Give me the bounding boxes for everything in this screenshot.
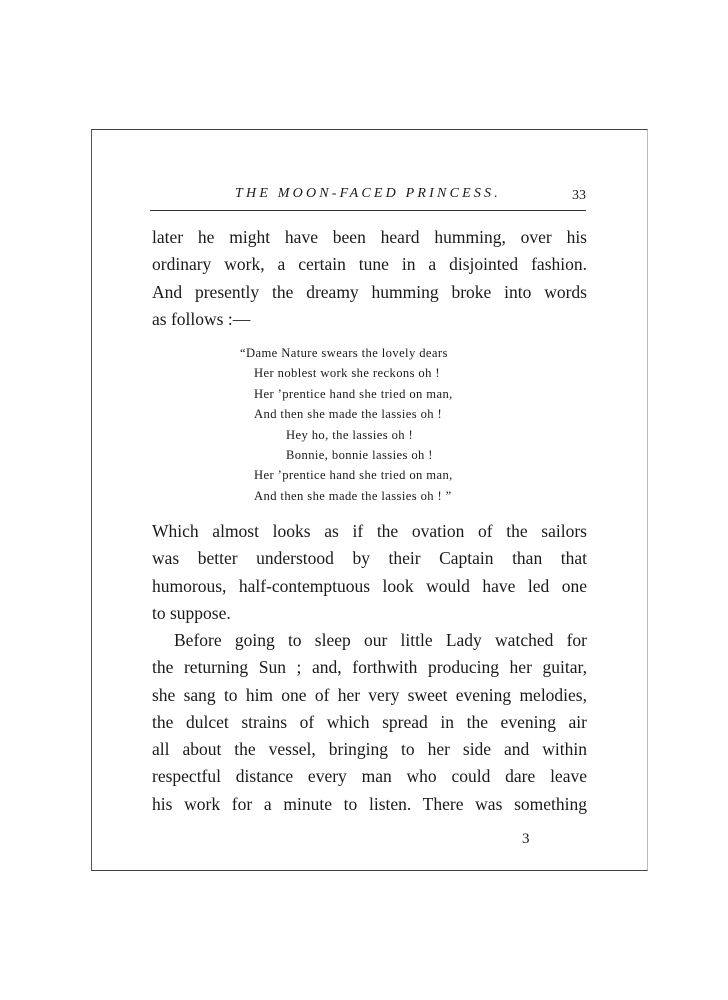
text-line: all about the vessel, bringing to her side and within	[152, 739, 587, 760]
text-line: to suppose.	[152, 602, 231, 623]
signature-mark: 3	[522, 831, 530, 847]
song-verse	[240, 343, 453, 506]
text-line: humorous, half-contemptuous look would have led one	[152, 575, 587, 596]
verse-line: Bonnie, bonnie lassies oh !	[286, 448, 433, 463]
paragraph-1	[152, 224, 587, 333]
text-line: Before going to sleep our little Lady watched for	[174, 630, 587, 650]
verse-line: Her ’prentice hand she tried on man,	[254, 386, 453, 401]
text-line: Which almost looks as if the ovation of the sailors	[152, 521, 587, 541]
text-line: the dulcet strains of which spread in the evening air	[152, 711, 587, 732]
verse-line: Her ’prentice hand she tried on man,	[254, 468, 453, 483]
text-line: his work for a minute to listen. There was something	[152, 793, 587, 814]
running-title: THE MOON-FACED PRINCESS.	[235, 186, 501, 201]
text-line: later he might have been heard humming, over his	[152, 227, 587, 247]
text-line: respectful distance every man who could dare leave	[152, 766, 587, 787]
page-number: 33	[572, 188, 586, 203]
paragraph-2	[152, 518, 587, 627]
verse-line: And then she made the lassies oh ! ”	[254, 488, 452, 503]
verse-line: “Dame Nature swears the lovely dears	[240, 346, 448, 360]
verse-line: Hey ho, the lassies oh !	[286, 427, 414, 442]
text-line: she sang to him one of her very sweet evening melodies,	[152, 684, 587, 705]
text-line: the returning Sun ; and, forthwith producing her guitar,	[152, 657, 587, 678]
text-line: And presently the dreamy humming broke into words	[152, 281, 587, 302]
verse-line: Her noblest work she reckons oh !	[254, 366, 440, 381]
text-line: as follows :—	[152, 308, 251, 329]
text-line: was better understood by their Captain than that	[152, 548, 587, 569]
verse-line: And then she made the lassies oh !	[254, 407, 443, 422]
paragraph-3	[152, 627, 587, 818]
running-head	[150, 183, 586, 205]
header-rule	[150, 210, 586, 211]
text-line: ordinary work, a certain tune in a disjointed fashion.	[152, 254, 587, 275]
